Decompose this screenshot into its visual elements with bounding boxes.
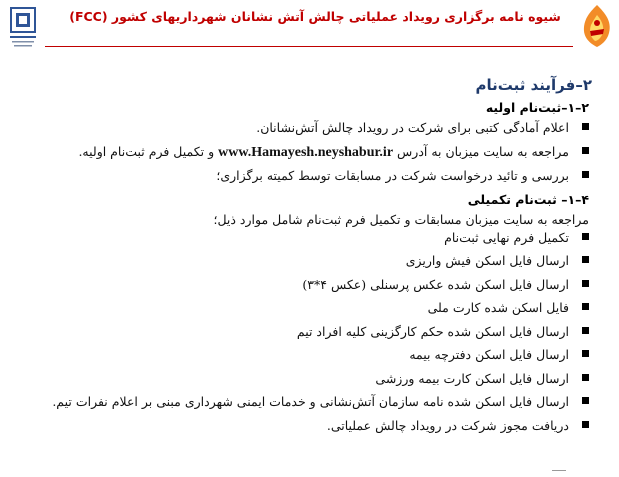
square-bullet-icon — [582, 421, 589, 428]
list-item: تکمیل فرم نهایی ثبت‌نام — [14, 230, 597, 245]
square-bullet-icon — [582, 256, 589, 263]
document-title: شیوه نامه برگزاری رویداد عملیاتی چالش آتش نشانان شهرداریهای کشور (FCC) — [69, 9, 561, 24]
list-item: بررسی و تائید درخواست شرکت در مسابقات توسط کمیته برگزاری؛ — [14, 168, 597, 183]
list-item: اعلام آمادگی کتبی برای شرکت در رویداد چالش آتش‌نشانان. — [14, 120, 597, 135]
list-item: ارسال فایل اسکن شده حکم کارگزینی کلیه افراد تیم — [14, 324, 597, 339]
host-website-address: www.Hamayesh.neyshabur.ir — [218, 144, 394, 160]
list-item: ارسال فایل اسکن دفترچه بیمه — [14, 347, 597, 362]
firefighter-challenge-logo-icon — [579, 3, 615, 49]
square-bullet-icon — [582, 397, 589, 404]
header-divider — [45, 46, 573, 47]
page-header — [0, 0, 619, 58]
square-bullet-icon — [582, 327, 589, 334]
complementary-registration-intro: مراجعه به سایت میزبان مسابقات و تکمیل فرم ثبت‌نام شامل موارد ذیل؛ — [213, 211, 589, 227]
subsection-title-initial-registration: ۲–۱–ثبت‌نام اولیه — [485, 100, 589, 115]
initial-registration-list — [14, 120, 597, 183]
square-bullet-icon — [582, 374, 589, 381]
list-item: ارسال فایل اسکن شده نامه سازمان آتش‌نشانی و خدمات ایمنی شهرداری مبنی بر اعلام نفرات تیم. — [14, 394, 597, 409]
square-bullet-icon — [582, 123, 589, 130]
list-item: ارسال فایل اسکن کارت بیمه ورزشی — [14, 371, 597, 386]
square-bullet-icon — [582, 303, 589, 310]
square-bullet-icon — [582, 233, 589, 240]
municipality-seal-icon — [8, 6, 38, 50]
list-item: ارسال فایل اسکن فیش واریزی — [14, 253, 597, 268]
subsection-title-complementary-registration: ۴–۱– ثبت‌نام تکمیلی — [467, 191, 589, 207]
complementary-registration-list — [14, 230, 597, 433]
square-bullet-icon — [582, 350, 589, 357]
section-title: ۲–فرآیند ثبت‌نام — [475, 76, 592, 94]
list-item: ارسال فایل اسکن شده عکس پرسنلی (عکس ۴*۳) — [14, 277, 597, 292]
list-item: مراجعه به سایت میزبان به آدرس www.Hamayesh.neyshabur.ir و تکمیل فرم ثبت‌نام اولیه. — [14, 144, 597, 160]
document-body — [14, 76, 597, 441]
list-item: دریافت مجوز شرکت در رویداد چالش عملیاتی. — [14, 418, 597, 433]
page-edge-mark — [552, 470, 566, 471]
square-bullet-icon — [582, 280, 589, 287]
square-bullet-icon — [582, 171, 589, 178]
list-item: فایل اسکن شده کارت ملی — [14, 300, 597, 315]
square-bullet-icon — [582, 147, 589, 154]
